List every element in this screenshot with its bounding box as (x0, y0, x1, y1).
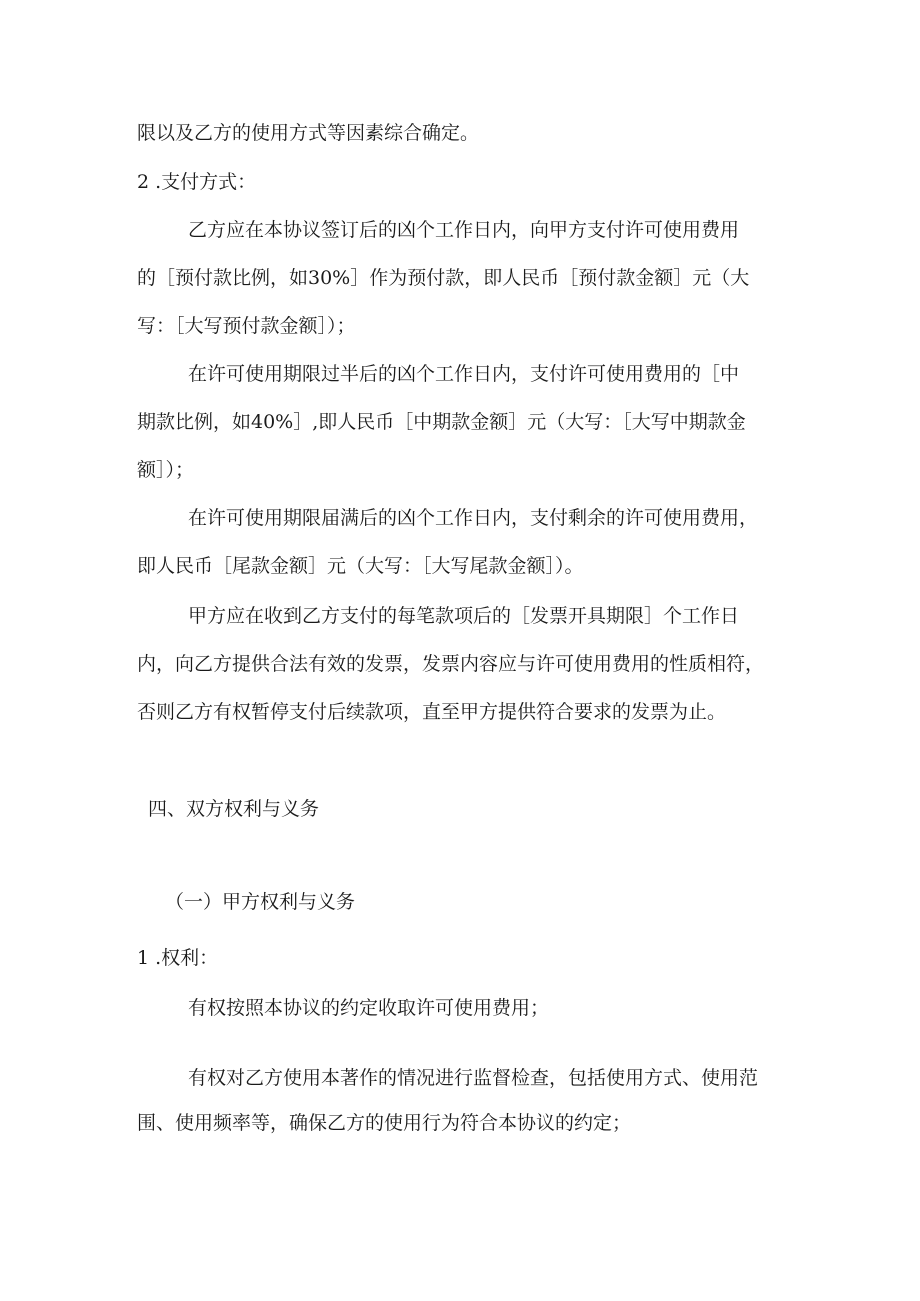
paragraph-line: 额］）； (137, 459, 195, 481)
subsection-heading: （一）甲方权利与义务 (165, 891, 356, 913)
paragraph-line: 有权对乙方使用本著作的情况进行监督检查，包括使用方式、使用范 (188, 1067, 759, 1089)
paragraph-line: 的［预付款比例，如30%］作为预付款，即人民币［预付款金额］元（大 (137, 267, 750, 289)
clause-number-line: 2 .支付方式： (137, 171, 257, 193)
paragraph-line: 在许可使用期限过半后的凶个工作日内，支付许可使用费用的［中 (188, 363, 740, 385)
section-heading: 四、双方权利与义务 (148, 798, 320, 820)
paragraph-line: 期款比例，如40%］,即人民币［中期款金额］元（大写：［大写中期款金 (137, 411, 746, 433)
paragraph-line: 写：［大写预付款金额］）； (137, 315, 356, 337)
paragraph-line: 内，向乙方提供合法有效的发票，发票内容应与许可使用费用的性质相符， (137, 653, 765, 675)
paragraph-line: 有权按照本协议的约定收取许可使用费用； (188, 997, 550, 1019)
paragraph-line: 即人民币［尾款金额］元（大写：［大写尾款金额］）。 (137, 555, 584, 577)
paragraph-line: 乙方应在本协议签订后的凶个工作日内，向甲方支付许可使用费用 (188, 219, 740, 241)
paragraph-line: 否则乙方有权暂停支付后续款项，直至甲方提供符合要求的发票为止。 (137, 701, 727, 723)
paragraph-line: 甲方应在收到乙方支付的每笔款项后的［发票开具期限］个工作日 (188, 605, 740, 627)
paragraph-line: 围、使用频率等，确保乙方的使用行为符合本协议的约定； (137, 1112, 632, 1134)
clause-number-line: 1 .权利： (137, 947, 219, 969)
paragraph-line: 在许可使用期限届满后的凶个工作日内，支付剩余的许可使用费用， (188, 507, 759, 529)
paragraph-line: 限以及乙方的使用方式等因素综合确定。 (137, 122, 480, 144)
